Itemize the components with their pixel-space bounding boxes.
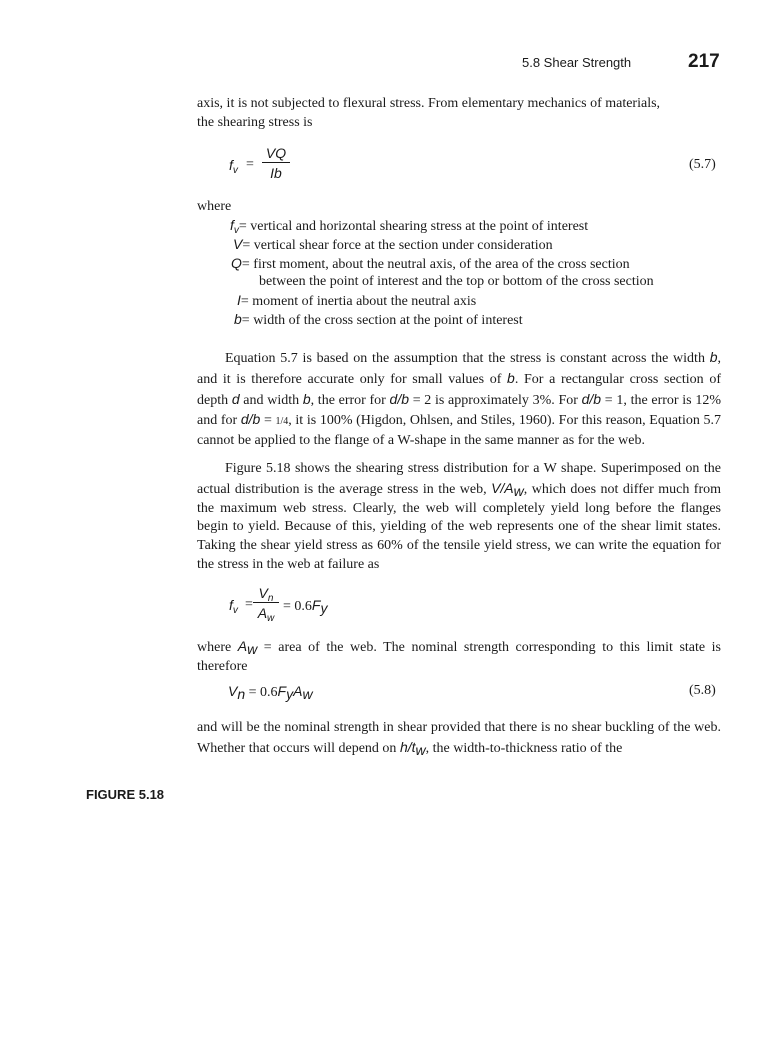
def-text: = vertical shear force at the section under consideration bbox=[242, 238, 553, 253]
eq-yield-fraction bbox=[253, 585, 279, 624]
eq57-lhs: $f_v$ bbox=[229, 157, 238, 176]
def-symbol: V bbox=[233, 236, 243, 252]
def-text: = vertical and horizontal shearing stress at the point of interest bbox=[238, 219, 589, 234]
eq58-expression: $V_n = 0.6F_yA_w$ bbox=[228, 683, 313, 702]
running-header-section: 5.8 Shear Strength bbox=[522, 55, 632, 70]
eq58-number: (5.8) bbox=[689, 683, 716, 698]
paragraph-intro-line2: the shearing stress is bbox=[197, 114, 313, 130]
eq-yield-lhs: $f_v$ bbox=[229, 597, 238, 616]
eq57-fraction bbox=[262, 145, 290, 181]
definition-i bbox=[237, 292, 476, 310]
def-text: = moment of inertia about the neutral axis bbox=[240, 294, 477, 309]
eq-yield-numerator: $V_n$ bbox=[253, 585, 279, 603]
eq-yield-rhs: = $0.6F_y$ bbox=[283, 597, 328, 616]
paragraph-intro-line1: axis, it is not subjected to flexural stress. From elementary mechanics of materials, bbox=[197, 96, 661, 111]
definition-b bbox=[234, 311, 523, 329]
def-symbol: $f_v$ bbox=[230, 217, 239, 236]
def-symbol: I bbox=[237, 292, 241, 308]
def-text: between the point of interest and the top or bottom of the cross section bbox=[259, 274, 654, 289]
eq-yield-equals: = bbox=[245, 597, 253, 612]
definition-fv bbox=[230, 217, 588, 235]
definition-q-continued bbox=[259, 274, 654, 290]
paragraph-equation-assumption: Equation 5.7 is based on the assumption that the stress is constant across the width b, and it is therefore accurate only for small values of b. For a rectangular cross section of depth d and width b, the error for d/b = 2 is approximately 3%. For d/b = 1, the error is 12% and for d/b = 1/4, it is 100% (Higdon, Ohlsen, and Stiles, 1960). For this reason, Equation 5.7 cannot be applied to the flange of a W-shape in the same manner as for the web. bbox=[197, 349, 722, 449]
paragraph-figure-description: Figure 5.18 shows the shearing stress distribution for a W shape. Superimposed on the actual distribution is the average stress in the web, $V/A_w$, which does not differ much from the maximum web stress. Clearly, the web will completely yield long before the flanges begin to yield. Because of this, yielding of the web represents one of the shear limit states. Taking the shear yield stress as 60% of the tensile yield stress, we can write the equation for the stress in the web at failure as bbox=[197, 461, 722, 572]
def-symbol: b bbox=[234, 311, 242, 327]
eq57-number: (5.7) bbox=[689, 157, 716, 172]
eq57-denominator: Ib bbox=[270, 165, 282, 181]
figure-label: FIGURE 5.18 bbox=[86, 787, 165, 802]
definition-q bbox=[231, 255, 630, 273]
eq57-equals: = bbox=[246, 157, 254, 172]
paragraph-intro bbox=[197, 95, 721, 133]
eq57-numerator: VQ bbox=[262, 145, 290, 163]
paragraph-web-area: where $A_w$ = area of the web. The nominal strength corresponding to this limit state is therefore bbox=[197, 638, 722, 674]
where-label: where bbox=[197, 199, 232, 214]
def-symbol: Q bbox=[231, 255, 242, 271]
paragraph-shear-buckling: and will be the nominal strength in shear provided that there is no shear buckling of the web. Whether that occurs will depend on $h/t_w$, the width-to-thickness ratio of the bbox=[197, 720, 721, 758]
page-number: 217 bbox=[688, 51, 720, 72]
definition-v bbox=[233, 236, 553, 254]
eq-yield-denominator: $A_w$ bbox=[257, 605, 275, 624]
def-text: = width of the cross section at the point of interest bbox=[241, 313, 523, 328]
def-text: = first moment, about the neutral axis, of the area of the cross section bbox=[241, 257, 630, 272]
